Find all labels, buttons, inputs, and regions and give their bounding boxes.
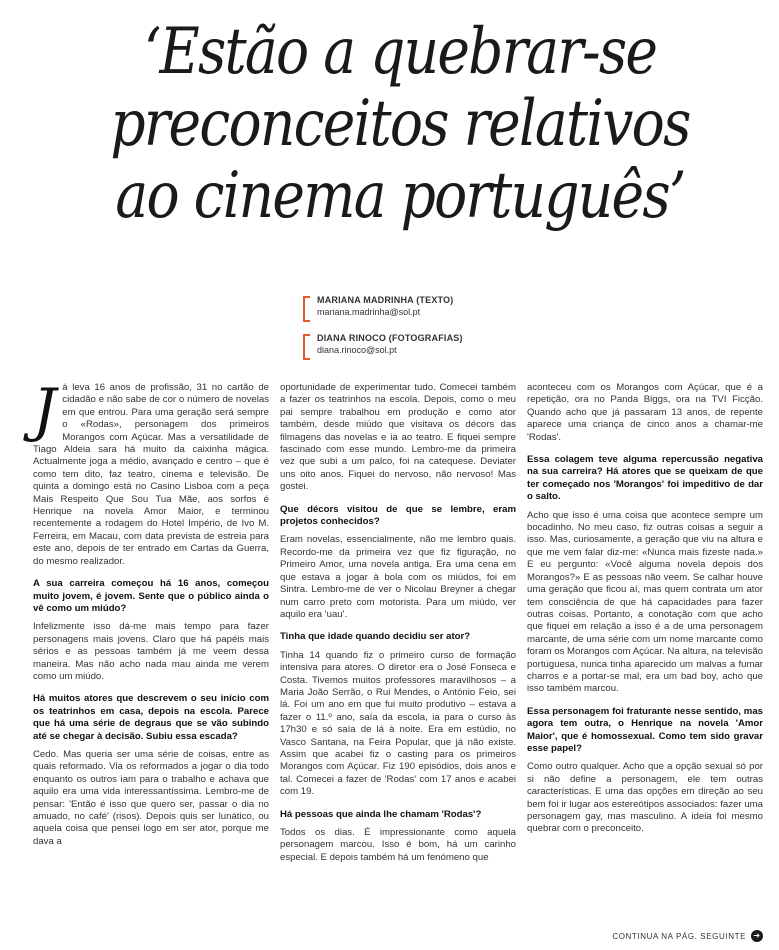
answer: Infelizmente isso dá-me mais tempo para fazer personagens mais jovens. Claro que há papéis mais sérios e as pessoas também já me veem dessa maneira. Mas não acho nada mau ainda me verem como um miúdo. [33,621,269,682]
answer: Cedo. Mas queria ser uma série de coisas, entre as quais reformado. Via os reformados a jogar o dia todo enquanto os outros iam para o trabalho e achava que aquilo era uma vida interessantíssima. Lembro-me de pensar: 'Então é isso que quero ser, passar o dia no amuado, no café' (risos). Depois quis ser lunático, ou aquela coisa que pensei logo em ser ator, porque me dava a [33,748,269,847]
question: Há pessoas que ainda lhe chamam 'Rodas'? [280,808,482,820]
article-column-1 [33,376,269,854]
credit-photo [303,332,543,360]
credit-photographer-name: DIANA RINOCO (FOTOGRAFIAS) [317,333,463,343]
byline [303,294,543,370]
article-body [33,376,763,902]
intro-text: á leva 16 anos de profissão, 31 no cartão de cidadão e não sabe de cor o número de novelas em que entrou. Para uma geração será sempre o «Rodas», personagem dos primeiros Morangos com Açúcar. Mas a versatilidade de Tiago Aldeia sara há muito da caixinha mágica. Actualmente joga a médio, avançado e centro – que é como tem dito, faz teatro, cinema e televisão. De quinta a domingo está no Casino Lisboa com a peça Mais Respeito Que Sou Tua Mãe, aos sorfos é Henrique na novela Amor Maior, e terminou recentemente a rodagem do Hotel Império, de Ivo M. Ferreira, em Macau, com data prevista de estreia para este ano, depois de ter entrado em Cartas da Guerra, do mesmo realizador. [33,382,269,567]
credit-bracket-icon [303,296,310,322]
question: Tinha que idade quando decidiu ser ator? [280,631,471,643]
answer: Como outro qualquer. Acho que a opção sexual só por si não define a personagem, ele tem outras características. E uma das opções em direção ao seu bem foi ir lugar aos estereótipos associados: fazer uma personagem gay, mas masculino. A ideia foi mesmo quebrar com o preconceito. [527,761,763,835]
answer: Acho que isso é uma coisa que acontece sempre um bocadinho. No meu caso, fiz outras coisas a seguir a isso. Mas, curiosamente, a geração que viu na altura e que me vem falar diz-me: «Nunca mais fizeste nada.» E eu pergunto: «Você alguma novela depois dos Morangos?» E as pessoas não veem. Se calhar houve uma geração que ficou aí, mas quem contrata um ator tem consciência de que há capacidades para fazer outras coisas. Portanto, a conotação com que acho que fiquei em relação a isso é a de uma personagem marcante, de uma série com um nome marcante como foram os Morangos com Açúcar. Na altura, na televisão portuguesa, nunca tinha aparecido um malvas a fumar charros e a portar-se mal, era um bad boy, acho que isso também marcou. [527,509,763,695]
credit-text [303,294,543,322]
headline [90,16,709,232]
question: Essa colagem teve alguma repercussão negativa na sua carreira? Há atores que se queixam de que ter começado nos 'Morangos' foi impeditivo de dar o salto. [527,454,763,503]
arrow-right-icon: ➔ [751,930,763,942]
question: Que décors visitou de que se lembre, eram projetos conhecidos? [280,503,516,528]
drop-cap: J [33,376,57,444]
question: Há muitos atores que descrevem o seu início com os teatrinhos em casa, depois na escola. Parece que há uma série de degraus que se vão subindo até se chegar à decisão. Subiu essa escada? [33,693,269,742]
continued-footer [612,930,763,942]
headline-line-3: ao cinema português’ [115,159,685,233]
credit-author-email[interactable]: mariana.madrinha@sol.pt [317,307,421,317]
question: A sua carreira começou há 16 anos, começou muito jovem, é jovem. Sente que o público ainda o vê como um miúdo? [33,578,269,614]
intro-paragraph [33,376,269,568]
question: Essa personagem foi fraturante nesse sentido, mas agora tem outra, o Henrique na novela 'Amor Maior', que é homossexual. Como tem sido gravar esse papel? [527,705,763,754]
answer: Tinha 14 quando fiz o primeiro curso de formação intensiva para atores. O diretor era o José Fonseca e Costa. Tivemos muitos professores maravilhosos – a Maria João Serrão, o Rui Mendes, o António Feio, sei lá. Foi um ano em que fui muito produtivo – estava a fazer o 11.º ano, saía da escola, ia para o curso às 17h30 e só saía de lá à noite. Era em estúdio, no Vasco Santana, na Feira Popular, que já não existe. Assim que acabei fiz o casting para os primeiros Morangos com Açúcar. Fiz 190 episódios, dois anos e tal. Comecei a fazer de 'Rodas' com 17 anos e acabei com 19. [280,649,516,798]
answer: oportunidade de experimentar tudo. Comecei também a fazer os teatrinhos na escola. Depois, como o meu pai sempre trabalhou em produção e como ator também, desde miúdo que visitava os décors das filmagens das novelas e ia ao teatro. E fiquei sempre fascinado com esse mundo. Lembro-me da primeira vez que subi a um palco, foi na catequese. Deviater uns oito anos. Fiquei do nervoso, não nervoso! Mas gostei. [280,382,516,493]
article-column-2 [280,382,516,870]
answer: Eram novelas, essencialmente, não me lembro quais. Recordo-me da primeira vez que fiz figuração, no Primeiro Amor, uma novela antiga. Era uma cena em que estava a jogar à bola com os miúdos, foi em Sintra. Lembro-me de ver o Nicolau Breyner a chegar num carro preto com motorista. Para um miúdo, ver aquilo era 'uau'. [280,534,516,620]
headline-line-2: preconceitos relativos [110,87,690,161]
headline-line-1: ‘Estão a quebrar-se [143,15,657,89]
credit-author-name: MARIANA MADRINHA (TEXTO) [317,295,454,305]
credit-bracket-icon [303,334,310,360]
continued-label: CONTINUA NA PÁG. SEGUINTE [612,931,746,941]
article-column-3 [527,382,763,842]
answer: aconteceu com os Morangos com Açúcar, que é a repetição, ora no Panda Biggs, ora na TVI Ficção. Quando acho que já passaram 13 anos, de repente aparece uma criança de cinco anos a chamar-me 'Rodas'. [527,382,763,443]
credit-photographer-email[interactable]: diana.rinoco@sol.pt [317,345,397,355]
answer: Todos os dias. É impressionante como aquela personagem marcou. Isso é bom, há um carinho especial. E depois também há um fenómeno que [280,827,516,863]
